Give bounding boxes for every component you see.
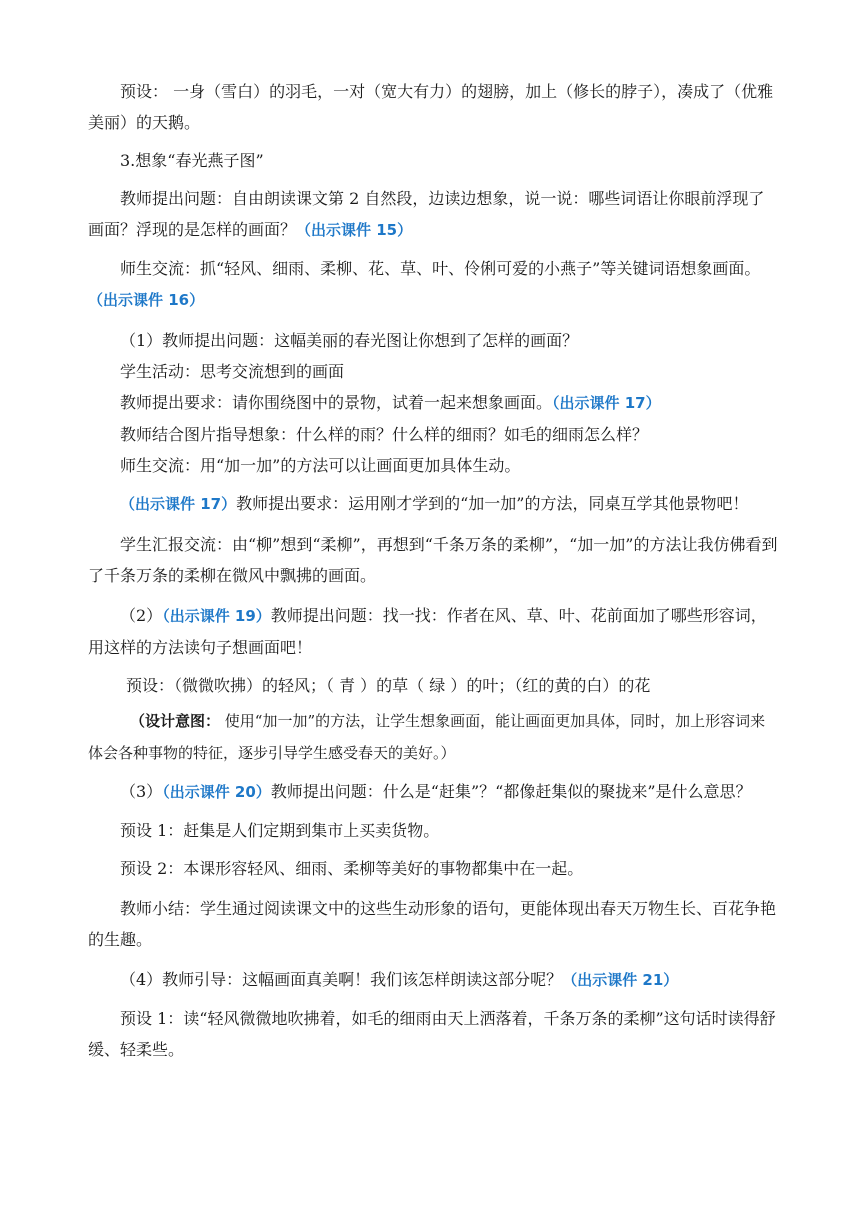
question-1: （1）教师提出问题：这幅美丽的春光图让你想到了怎样的画面？ [120, 331, 579, 350]
question-number: （3） [120, 782, 163, 801]
paragraph-text: 教师提出要求：运用刚才学到的“加一加”的方法，同桌互学其他景物吧！ [236, 494, 749, 513]
question-3 [88, 776, 778, 808]
paragraph-text: 教师提出要求：请你围绕图中的景物，试着一起来想象画面。 [120, 393, 553, 412]
student-activity: 学生活动：思考交流想到的画面 [120, 362, 345, 381]
document-page [88, 76, 778, 1065]
preset-1-reading: 预设 1：读“轻风微微地吹拂着，如毛的细雨由天上洒落着，千条万条的柔柳”这句话时读得舒缓、轻柔些。 [88, 1009, 776, 1059]
courseware-ref-17: （出示课件 17） [552, 394, 661, 412]
preset-2-market: 预设 2：本课形容轻风、细雨、柔柳等美好的事物都集中在一起。 [120, 859, 584, 878]
courseware-ref-20: （出示课件 20） [162, 783, 271, 801]
courseware-ref-15: （出示课件 15） [296, 221, 413, 239]
question-4 [88, 964, 778, 996]
courseware-ref-17b: （出示课件 17） [120, 495, 237, 513]
paragraph-text: 教师提出问题：什么是“赶集”？“都像赶集似的聚拢来”是什么意思？ [270, 782, 752, 801]
teacher-summary: 教师小结：学生通过阅读课文中的这些生动形象的语句，更能体现出春天万物生长、百花争艳的生趣。 [88, 899, 777, 949]
teacher-student-exchange-keywords [88, 253, 778, 316]
courseware-ref-19: （出示课件 19） [162, 607, 271, 625]
preset-swan: 预设： 一身（雪白）的羽毛，一对（宽大有力）的翅膀，加上（修长的脖子），凑成了（优雅美丽）的天鹅。 [88, 82, 774, 132]
teacher-requirement-peer [88, 488, 778, 520]
teacher-question-read [88, 183, 778, 246]
teacher-student-exchange-add: 师生交流：用“加一加”的方法可以让画面更加具体生动。 [120, 456, 521, 475]
student-report: 学生汇报交流：由“柳”想到“柔柳”，再想到“千条万条的柔柳”，“加一加”的方法让我仿佛看到了千条万条的柔柳在微风中飘拂的画面。 [88, 535, 778, 585]
preset-1-market: 预设 1：赶集是人们定期到集市上买卖货物。 [120, 821, 440, 840]
design-intent-label: （设计意图： [130, 712, 221, 730]
teacher-requirement-imagine [88, 387, 778, 419]
teacher-guidance-picture: 教师结合图片指导想象：什么样的雨？什么样的细雨？如毛的细雨怎么样？ [120, 425, 649, 444]
question-2 [88, 600, 778, 663]
courseware-ref-21: （出示课件 21） [562, 971, 679, 989]
paragraph-text: （4）教师引导：这幅画面真美啊！我们该怎样朗读这部分呢？ [120, 970, 563, 989]
paragraph-text: 教师提出问题：自由朗读课文第 2 自然段，边读边想象，说一说：哪些词语让你眼前浮现了画面？浮现的是怎样的画面？ [88, 189, 765, 239]
preset-adjectives: 预设：（微微吹拂）的轻风；（ 青 ）的草（ 绿 ）的叶；（红的黄的白）的花 [126, 676, 651, 695]
section-heading-spring-swallow: 3.想象“春光燕子图” [120, 151, 264, 170]
paragraph-text: 教师提出问题：找一找：作者在风、草、叶、花前面加了哪些形容词，用这样的方法读句子想画面吧！ [88, 606, 767, 657]
design-intent-text: 使用“加一加”的方法，让学生想象画面，能让画面更加具体，同时，加上形容词来体会各种事物的特征，逐步引导学生感受春天的美好。） [88, 712, 766, 762]
courseware-ref-16: （出示课件 16） [88, 291, 205, 309]
question-number: （2） [120, 606, 163, 625]
paragraph-text: 师生交流：抓“轻风、细雨、柔柳、花、草、叶、伶俐可爱的小燕子”等关键词语想象画面。 [120, 259, 761, 278]
design-intent-note [88, 705, 778, 769]
